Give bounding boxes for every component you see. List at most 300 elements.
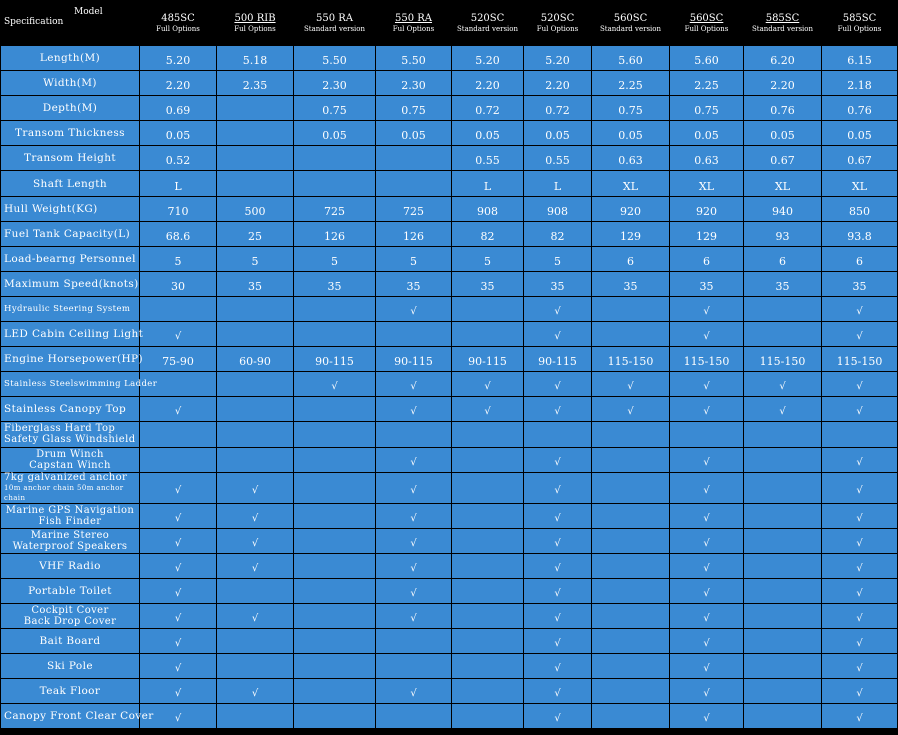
- value-cell: [294, 704, 376, 729]
- value-cell: [822, 296, 898, 321]
- cell-value: 35: [699, 279, 714, 293]
- value-cell: [524, 96, 592, 121]
- table-row: [1, 447, 898, 472]
- value-cell: [670, 654, 744, 679]
- check-mark-icon: √: [554, 713, 561, 725]
- value-cell: [822, 553, 898, 578]
- value-cell: [670, 96, 744, 121]
- model-name: 485SC: [161, 13, 195, 25]
- value-cell: [217, 347, 294, 372]
- check-mark-icon: √: [174, 713, 182, 725]
- cell-value: 5.18: [242, 54, 268, 68]
- cell-value: 0.76: [847, 104, 872, 118]
- value-cell: [822, 629, 898, 654]
- check-mark-icon: √: [251, 537, 259, 549]
- cell-value: 0.63: [694, 154, 719, 168]
- corner-cell: [1, 1, 140, 46]
- spec-label-subtext: Waterproof Speakers: [12, 540, 128, 552]
- value-cell: [217, 71, 294, 96]
- cell-value: 0.05: [165, 129, 191, 143]
- cell-value: 908: [547, 204, 568, 218]
- check-mark-icon: √: [554, 688, 561, 700]
- spec-label-text: Stainless Steelswimming Ladder: [4, 379, 158, 390]
- value-cell: [670, 46, 744, 71]
- cell-value: 710: [167, 204, 189, 218]
- value-cell: [524, 146, 592, 171]
- value-cell: [524, 246, 592, 271]
- value-cell: [744, 704, 822, 729]
- value-cell: [592, 121, 670, 146]
- cell-value: 35: [480, 279, 495, 293]
- value-cell: [376, 578, 452, 603]
- cell-value: 0.05: [401, 129, 426, 143]
- value-cell: [592, 46, 670, 71]
- check-mark-icon: √: [174, 613, 182, 625]
- cell-value: 6.20: [770, 54, 795, 68]
- check-mark-icon: √: [484, 406, 491, 418]
- spec-label: [1, 679, 140, 704]
- value-cell: [524, 46, 592, 71]
- value-cell: [217, 553, 294, 578]
- value-cell: [670, 171, 744, 196]
- value-cell: [822, 71, 898, 96]
- table-row: [1, 578, 898, 603]
- value-cell: [376, 397, 452, 422]
- value-cell: [822, 528, 898, 553]
- cell-value: 0.55: [475, 154, 500, 168]
- value-cell: [217, 603, 294, 628]
- value-cell: [140, 96, 217, 121]
- check-mark-icon: √: [410, 484, 417, 496]
- check-mark-icon: √: [554, 512, 561, 524]
- value-cell: [294, 503, 376, 528]
- value-cell: [294, 578, 376, 603]
- spec-label: [1, 372, 158, 397]
- table-row: [1, 422, 898, 447]
- value-cell: [294, 146, 376, 171]
- value-cell: [670, 71, 744, 96]
- value-cell: [822, 679, 898, 704]
- value-cell: [670, 629, 744, 654]
- model-name: 585SC: [765, 13, 800, 25]
- spec-label-text: Maximum Speed(knots): [4, 277, 139, 290]
- value-cell: [744, 322, 822, 347]
- value-cell: [376, 146, 452, 171]
- value-cell: [452, 528, 524, 553]
- check-mark-icon: √: [174, 512, 182, 524]
- check-mark-icon: √: [856, 381, 863, 393]
- check-mark-icon: √: [703, 587, 710, 599]
- value-cell: [822, 322, 898, 347]
- cell-value: XL: [774, 179, 791, 193]
- check-mark-icon: √: [703, 305, 710, 317]
- cell-value: 35: [775, 279, 790, 293]
- value-cell: [376, 704, 452, 729]
- value-cell: [592, 221, 670, 246]
- value-cell: [217, 629, 294, 654]
- value-cell: [744, 503, 822, 528]
- value-cell: [140, 71, 217, 96]
- table-row: [1, 472, 898, 503]
- check-mark-icon: √: [703, 688, 710, 700]
- check-mark-icon: √: [251, 613, 259, 625]
- cell-value: L: [174, 179, 182, 193]
- value-cell: [376, 296, 452, 321]
- cell-value: 0.05: [847, 129, 872, 143]
- cell-value: 6: [856, 254, 863, 268]
- value-cell: [294, 296, 376, 321]
- spec-label-text: Portable Toilet: [28, 584, 112, 597]
- cell-value: 2.20: [770, 79, 795, 93]
- value-cell: [376, 221, 452, 246]
- model-header: [670, 1, 744, 46]
- check-mark-icon: √: [410, 456, 417, 468]
- check-mark-icon: √: [410, 512, 417, 524]
- table-row: [1, 71, 898, 96]
- value-cell: [744, 271, 822, 296]
- check-mark-icon: √: [174, 663, 182, 675]
- value-cell: [294, 347, 376, 372]
- value-cell: [744, 221, 822, 246]
- spec-label-text: Fiberglass Hard Top: [4, 423, 116, 435]
- value-cell: [140, 196, 217, 221]
- table-row: [1, 528, 898, 553]
- cell-value: 0.63: [618, 154, 643, 168]
- cell-value: 920: [620, 204, 641, 218]
- value-cell: [744, 246, 822, 271]
- spec-label-text: Transom Thickness: [15, 127, 125, 140]
- spec-label-text: Marine Stereo: [30, 529, 110, 541]
- value-cell: [822, 578, 898, 603]
- value-cell: [592, 322, 670, 347]
- value-cell: [524, 397, 592, 422]
- table-row: [1, 347, 898, 372]
- value-cell: [592, 503, 670, 528]
- value-cell: [217, 121, 294, 146]
- value-cell: [140, 296, 217, 321]
- value-cell: [744, 578, 822, 603]
- cell-value: 6: [627, 254, 634, 268]
- value-cell: [744, 629, 822, 654]
- spec-label-subtext: Fish Finder: [38, 515, 102, 527]
- value-cell: [294, 171, 376, 196]
- value-cell: [140, 146, 217, 171]
- value-cell: [524, 472, 592, 503]
- check-mark-icon: √: [554, 663, 561, 675]
- cell-value: 115-150: [683, 355, 730, 369]
- check-mark-icon: √: [703, 456, 710, 468]
- value-cell: [376, 654, 452, 679]
- model-version: Standard version: [304, 24, 365, 33]
- spec-label-text: Bait Board: [39, 635, 101, 648]
- value-cell: [670, 704, 744, 729]
- cell-value: 725: [403, 204, 424, 218]
- value-cell: [294, 629, 376, 654]
- value-cell: [452, 654, 524, 679]
- value-cell: [294, 71, 376, 96]
- value-cell: [452, 603, 524, 628]
- value-cell: [452, 553, 524, 578]
- model-name: 560SC: [613, 13, 648, 25]
- value-cell: [822, 221, 898, 246]
- value-cell: [524, 171, 592, 196]
- value-cell: [524, 221, 592, 246]
- corner-model-label: Model: [74, 7, 103, 17]
- cell-value: 5.50: [401, 54, 426, 68]
- cell-value: 35: [852, 279, 867, 293]
- value-cell: [822, 246, 898, 271]
- cell-value: 82: [550, 229, 565, 243]
- cell-value: 2.35: [242, 79, 268, 93]
- check-mark-icon: √: [174, 587, 182, 599]
- check-mark-icon: √: [554, 562, 561, 574]
- check-mark-icon: √: [779, 381, 786, 393]
- cell-value: 5.20: [165, 54, 191, 68]
- cell-value: 129: [620, 229, 641, 243]
- value-cell: [217, 96, 294, 121]
- check-mark-icon: √: [703, 562, 710, 574]
- value-cell: [670, 347, 744, 372]
- check-mark-icon: √: [703, 512, 710, 524]
- model-name: 500 RIB: [234, 13, 276, 25]
- cell-value: 6: [779, 254, 786, 268]
- value-cell: [452, 196, 524, 221]
- value-cell: [294, 196, 376, 221]
- spec-label: [1, 146, 140, 171]
- value-cell: [524, 704, 592, 729]
- value-cell: [822, 447, 898, 472]
- value-cell: [452, 347, 524, 372]
- value-cell: [294, 372, 376, 397]
- value-cell: [452, 322, 524, 347]
- table-row: [1, 553, 898, 578]
- model-version: Standard version: [457, 24, 518, 33]
- value-cell: [524, 447, 592, 472]
- spec-label: [1, 296, 140, 321]
- check-mark-icon: √: [856, 305, 863, 317]
- check-mark-icon: √: [856, 613, 863, 625]
- value-cell: [670, 397, 744, 422]
- cell-value: 68.6: [165, 229, 191, 243]
- check-mark-icon: √: [627, 381, 634, 393]
- check-mark-icon: √: [174, 537, 182, 549]
- spec-label-text: Drum Winch: [36, 448, 104, 460]
- cell-value: 5: [331, 254, 338, 268]
- value-cell: [376, 71, 452, 96]
- cell-value: XL: [698, 179, 715, 193]
- table-row: [1, 296, 898, 321]
- cell-value: 0.67: [770, 154, 795, 168]
- cell-value: 5: [484, 254, 491, 268]
- value-cell: [376, 46, 452, 71]
- spec-label: [1, 422, 140, 447]
- cell-value: 940: [772, 204, 793, 218]
- model-version: Ful Options: [392, 24, 435, 33]
- check-mark-icon: √: [703, 537, 710, 549]
- value-cell: [670, 271, 744, 296]
- cell-value: 0.05: [770, 129, 795, 143]
- value-cell: [744, 171, 822, 196]
- spec-label-text: Hydraulic Steering System: [4, 303, 131, 314]
- value-cell: [140, 322, 217, 347]
- model-version: Ful Options: [234, 24, 276, 33]
- value-cell: [744, 296, 822, 321]
- spec-label-text: VHF Radio: [39, 559, 101, 572]
- cell-value: 0.05: [545, 129, 570, 143]
- check-mark-icon: √: [856, 406, 863, 418]
- check-mark-icon: √: [627, 406, 634, 418]
- value-cell: [217, 196, 294, 221]
- value-cell: [822, 654, 898, 679]
- check-mark-icon: √: [410, 562, 417, 574]
- spec-label: [1, 71, 140, 96]
- check-mark-icon: √: [554, 305, 561, 317]
- spec-label: [1, 472, 140, 503]
- value-cell: [670, 447, 744, 472]
- check-mark-icon: √: [174, 484, 182, 496]
- table-row: [1, 503, 898, 528]
- value-cell: [524, 121, 592, 146]
- value-cell: [452, 296, 524, 321]
- cell-value: 0.75: [322, 104, 347, 118]
- model-header: [822, 1, 898, 46]
- check-mark-icon: √: [410, 406, 417, 418]
- value-cell: [452, 679, 524, 704]
- check-mark-icon: √: [703, 484, 710, 496]
- value-cell: [744, 397, 822, 422]
- spec-label-text: Width(M): [43, 77, 97, 90]
- value-cell: [592, 246, 670, 271]
- value-cell: [217, 578, 294, 603]
- value-cell: [452, 372, 524, 397]
- value-cell: [140, 447, 217, 472]
- value-cell: [140, 553, 217, 578]
- value-cell: [744, 121, 822, 146]
- value-cell: [524, 322, 592, 347]
- cell-value: 0.76: [770, 104, 795, 118]
- spec-label: [1, 704, 154, 729]
- value-cell: [822, 347, 898, 372]
- value-cell: [670, 296, 744, 321]
- value-cell: [217, 271, 294, 296]
- value-cell: [294, 46, 376, 71]
- table-body: [1, 46, 898, 729]
- check-mark-icon: √: [703, 331, 710, 343]
- value-cell: [452, 46, 524, 71]
- table-row: [1, 96, 898, 121]
- value-cell: [592, 704, 670, 729]
- check-mark-icon: √: [484, 381, 491, 393]
- value-cell: [452, 71, 524, 96]
- value-cell: [592, 296, 670, 321]
- check-mark-icon: √: [856, 512, 863, 524]
- spec-label-subtext: 10m anchor chain 50m anchor chain: [4, 483, 124, 502]
- value-cell: [140, 121, 217, 146]
- value-cell: [822, 96, 898, 121]
- value-cell: [452, 171, 524, 196]
- check-mark-icon: √: [856, 713, 863, 725]
- check-mark-icon: √: [703, 663, 710, 675]
- value-cell: [452, 246, 524, 271]
- spec-label: [1, 603, 140, 628]
- value-cell: [524, 271, 592, 296]
- check-mark-icon: √: [174, 688, 182, 700]
- value-cell: [376, 96, 452, 121]
- value-cell: [452, 271, 524, 296]
- value-cell: [670, 372, 744, 397]
- cell-value: 0.55: [545, 154, 570, 168]
- cell-value: 920: [696, 204, 717, 218]
- value-cell: [140, 472, 217, 503]
- value-cell: [376, 196, 452, 221]
- value-cell: [294, 528, 376, 553]
- value-cell: [294, 679, 376, 704]
- spec-label-text: Transom Height: [23, 152, 117, 165]
- value-cell: [592, 71, 670, 96]
- model-header: [376, 1, 452, 46]
- cell-value: 25: [248, 229, 262, 243]
- value-cell: [217, 654, 294, 679]
- value-cell: [524, 553, 592, 578]
- value-cell: [670, 553, 744, 578]
- value-cell: [294, 422, 376, 447]
- value-cell: [822, 196, 898, 221]
- spec-label-text: Depth(M): [42, 102, 98, 115]
- spec-label: [1, 171, 140, 196]
- model-name: 585SC: [842, 13, 877, 25]
- cell-value: 5.20: [545, 54, 570, 68]
- cell-value: 5.20: [475, 54, 500, 68]
- value-cell: [217, 296, 294, 321]
- value-cell: [744, 347, 822, 372]
- value-cell: [140, 528, 217, 553]
- cell-value: 82: [480, 229, 495, 243]
- value-cell: [452, 704, 524, 729]
- spec-label-text: Canopy Front Clear Cover: [4, 710, 154, 723]
- cell-value: 908: [477, 204, 498, 218]
- value-cell: [592, 654, 670, 679]
- spec-label-text: Fuel Tank Capacity(L): [4, 227, 131, 240]
- cell-value: 93: [775, 229, 790, 243]
- value-cell: [744, 46, 822, 71]
- model-header: [592, 1, 670, 46]
- model-name: 550 RA: [394, 13, 433, 25]
- spec-label: [1, 121, 140, 146]
- table-row: [1, 171, 898, 196]
- cell-value: 60-90: [239, 355, 271, 369]
- value-cell: [524, 372, 592, 397]
- value-cell: [140, 347, 217, 372]
- value-cell: [217, 221, 294, 246]
- spec-label: [1, 528, 140, 553]
- value-cell: [822, 372, 898, 397]
- model-name: 560SC: [689, 13, 724, 25]
- cell-value: 0.72: [545, 104, 570, 118]
- value-cell: [744, 472, 822, 503]
- cell-value: 35: [623, 279, 638, 293]
- check-mark-icon: √: [554, 613, 561, 625]
- value-cell: [376, 322, 452, 347]
- model-version: Full Options: [837, 24, 882, 33]
- check-mark-icon: √: [779, 406, 786, 418]
- value-cell: [140, 271, 217, 296]
- spec-label-text: Hull Weight(KG): [4, 202, 98, 215]
- value-cell: [376, 603, 452, 628]
- value-cell: [452, 397, 524, 422]
- cell-value: 0.75: [618, 104, 643, 118]
- check-mark-icon: √: [410, 537, 417, 549]
- value-cell: [822, 422, 898, 447]
